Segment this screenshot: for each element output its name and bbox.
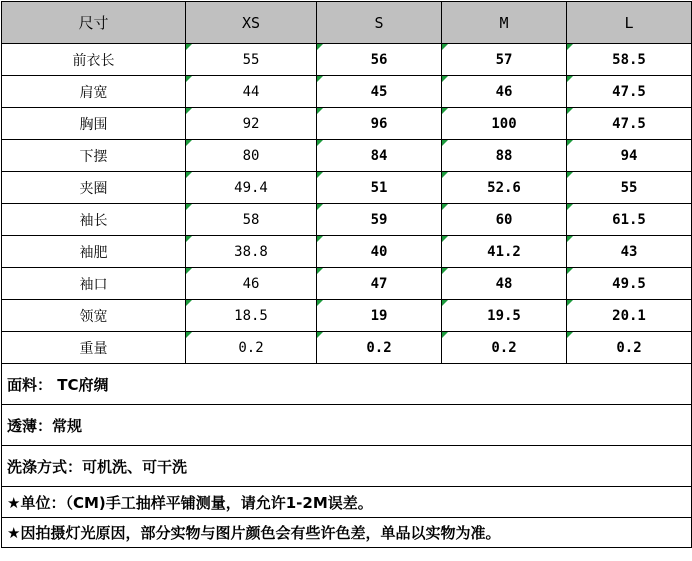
header-s: S xyxy=(317,2,442,44)
table-cell: 49.4 xyxy=(186,172,317,204)
table-cell: 57 xyxy=(442,44,567,76)
table-cell: 46 xyxy=(442,76,567,108)
table-cell: 84 xyxy=(317,140,442,172)
table-row xyxy=(2,76,692,108)
table-cell: 58 xyxy=(186,204,317,236)
table-cell: 80 xyxy=(186,140,317,172)
washing-row xyxy=(2,446,692,487)
header-size: 尺寸 xyxy=(2,2,186,44)
row-label: 胸围 xyxy=(2,108,186,140)
header-m: M xyxy=(442,2,567,44)
table-cell: 19.5 xyxy=(442,300,567,332)
table-cell: 60 xyxy=(442,204,567,236)
row-label: 夹圈 xyxy=(2,172,186,204)
row-label: 下摆 xyxy=(2,140,186,172)
table-cell: 40 xyxy=(317,236,442,268)
table-row xyxy=(2,204,692,236)
table-cell: 100 xyxy=(442,108,567,140)
table-cell: 47.5 xyxy=(567,108,692,140)
table-cell: 51 xyxy=(317,172,442,204)
table-cell: 56 xyxy=(317,44,442,76)
unit-note: ★单位：（CM)手工抽样平铺测量，请允许1-2M误差。 xyxy=(2,487,692,518)
row-label: 领宽 xyxy=(2,300,186,332)
header-row xyxy=(2,2,692,44)
table-cell: 43 xyxy=(567,236,692,268)
table-cell: 47.5 xyxy=(567,76,692,108)
row-label: 袖长 xyxy=(2,204,186,236)
table-cell: 61.5 xyxy=(567,204,692,236)
table-cell: 48 xyxy=(442,268,567,300)
table-cell: 49.5 xyxy=(567,268,692,300)
table-cell: 0.2 xyxy=(317,332,442,364)
row-label: 袖口 xyxy=(2,268,186,300)
washing-note: 洗涤方式：可机洗、可干洗 xyxy=(2,446,692,487)
table-row xyxy=(2,172,692,204)
table-cell: 92 xyxy=(186,108,317,140)
table-cell: 0.2 xyxy=(567,332,692,364)
row-label: 重量 xyxy=(2,332,186,364)
color-row xyxy=(2,518,692,548)
table-cell: 18.5 xyxy=(186,300,317,332)
row-label: 前衣长 xyxy=(2,44,186,76)
header-xs: XS xyxy=(186,2,317,44)
table-cell: 52.6 xyxy=(442,172,567,204)
table-row xyxy=(2,140,692,172)
color-note: ★因拍摄灯光原因，部分实物与图片颜色会有些许色差，单品以实物为准。 xyxy=(2,518,692,548)
fabric-row xyxy=(2,364,692,405)
table-cell: 20.1 xyxy=(567,300,692,332)
table-cell: 41.2 xyxy=(442,236,567,268)
table-cell: 0.2 xyxy=(442,332,567,364)
sheerness-row xyxy=(2,405,692,446)
table-cell: 19 xyxy=(317,300,442,332)
table-cell: 55 xyxy=(567,172,692,204)
fabric-note: 面料： TC府绸 xyxy=(2,364,692,405)
table-row xyxy=(2,236,692,268)
table-row xyxy=(2,44,692,76)
table-cell: 55 xyxy=(186,44,317,76)
table-cell: 58.5 xyxy=(567,44,692,76)
table-cell: 0.2 xyxy=(186,332,317,364)
row-label: 肩宽 xyxy=(2,76,186,108)
table-cell: 59 xyxy=(317,204,442,236)
table-cell: 94 xyxy=(567,140,692,172)
table-row xyxy=(2,332,692,364)
sheerness-note: 透薄：常规 xyxy=(2,405,692,446)
table-cell: 88 xyxy=(442,140,567,172)
table-cell: 46 xyxy=(186,268,317,300)
row-label: 袖肥 xyxy=(2,236,186,268)
table-cell: 38.8 xyxy=(186,236,317,268)
size-chart-table xyxy=(1,1,692,548)
table-row xyxy=(2,268,692,300)
table-cell: 96 xyxy=(317,108,442,140)
unit-row xyxy=(2,487,692,518)
table-row xyxy=(2,108,692,140)
header-l: L xyxy=(567,2,692,44)
table-cell: 47 xyxy=(317,268,442,300)
table-row xyxy=(2,300,692,332)
table-cell: 44 xyxy=(186,76,317,108)
table-cell: 45 xyxy=(317,76,442,108)
